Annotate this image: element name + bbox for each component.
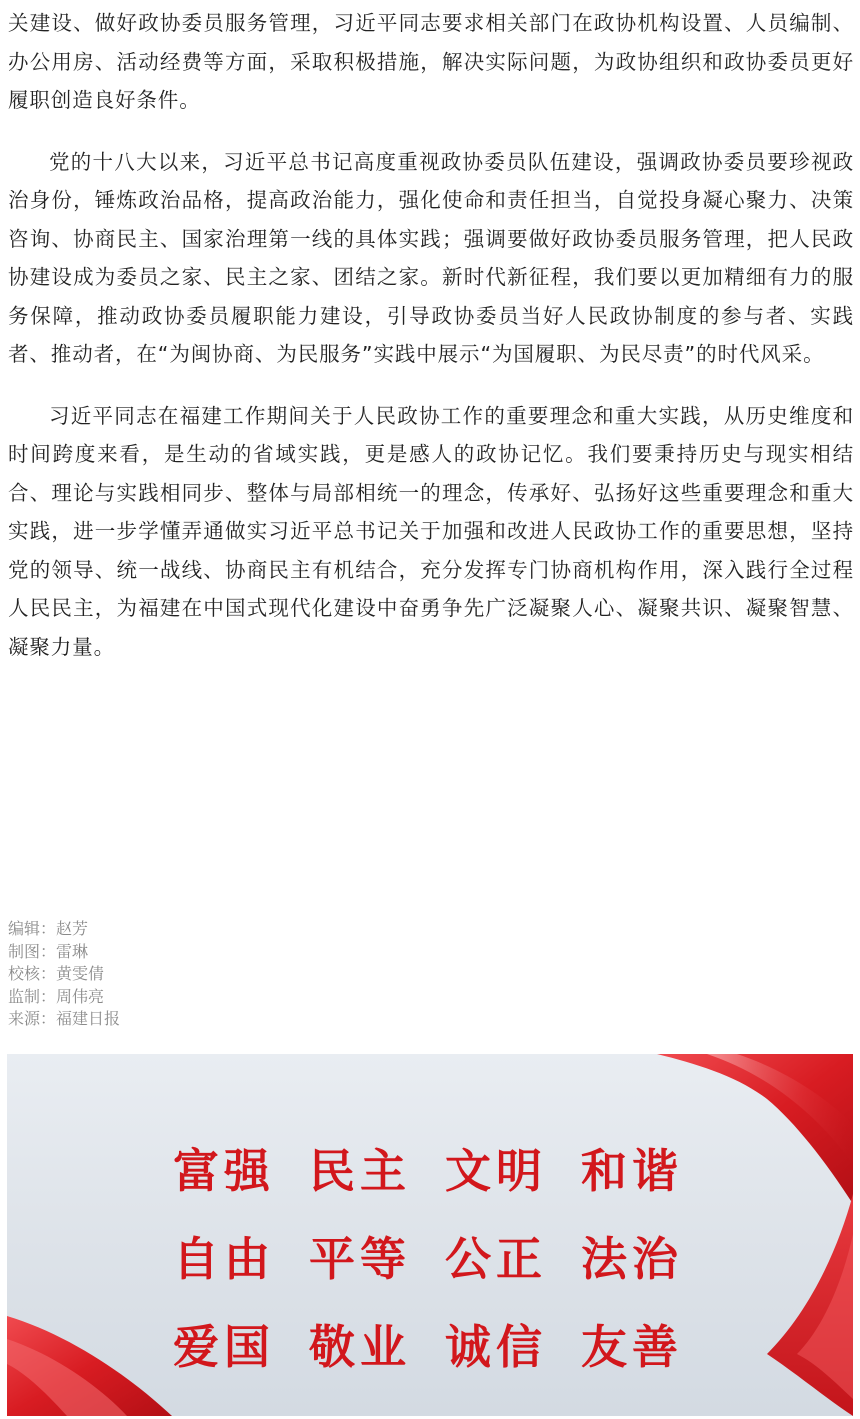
value-word: 诚信 (445, 1320, 547, 1374)
article-paragraph: 习近平同志在福建工作期间关于人民政协工作的重要理念和重大实践，从历史维度和时间跨度来看，是生动的省域实践，更是感人的政协记忆。我们要秉持历史与现实相结合、理论与实践相同步、整体与局部相统一的理念，传承好、弘扬好这些重要理念和重大实践，进一步学懂弄通做实习近平总书记关于加强和改进人民政协工作的重要思想，坚持党的领导、统一战线、协商民主有机结合，充分发挥专门协商机构作用，深入践行全过程人民民主，为福建在中国式现代化建设中奋勇争先广泛凝聚人心、凝聚共识、凝聚智慧、凝聚力量。 (8, 403, 854, 659)
article-paragraph: 党的十八大以来，习近平总书记高度重视政协委员队伍建设，强调政协委员要珍视政治身份，锤炼政治品格，提高政治能力，强化使命和责任担当，自觉投身凝心聚力、决策咨询、协商民主、国家治理第一线的具体实践；强调要做好政协委员服务管理，把人民政协建设成为委员之家、民主之家、团结之家。新时代新征程，我们要以更加精细有力的服务保障，推动政协委员履职能力建设，引导政协委员当好人民政协制度的参与者、实践者、推动者，在“为闽协商、为民服务”实践中展示“为国履职、为民尽责”的时代风采。 (8, 149, 854, 366)
credit-graphics: 制图：雷琳 (8, 941, 89, 961)
article-body (8, 0, 854, 666)
core-values-grid (173, 1124, 683, 1388)
article-paragraph: 关建设、做好政协委员服务管理，习近平同志要求相关部门在政协机构设置、人员编制、办公用房、活动经费等方面，采取积极措施，解决实际问题，为政协组织和政协委员更好履职创造良好条件。 (8, 11, 854, 112)
credit-editor: 编辑：赵芳 (8, 919, 89, 938)
value-word: 法治 (581, 1232, 683, 1286)
values-row (173, 1212, 683, 1300)
value-word: 富强 (173, 1144, 275, 1198)
value-word: 友善 (581, 1320, 683, 1374)
values-row (173, 1124, 683, 1212)
credits-block (8, 918, 120, 1031)
values-row (173, 1300, 683, 1388)
value-word: 和谐 (581, 1144, 683, 1198)
value-word: 文明 (445, 1144, 547, 1198)
credit-supervisor: 监制：周伟亮 (8, 986, 105, 1006)
value-word: 平等 (309, 1232, 411, 1286)
credit-proofreader: 校核：黄雯倩 (8, 964, 105, 984)
value-word: 公正 (445, 1232, 547, 1286)
value-word: 自由 (173, 1232, 275, 1286)
value-word: 爱国 (173, 1320, 275, 1374)
core-values-banner (7, 1054, 853, 1416)
value-word: 敬业 (309, 1320, 411, 1374)
credit-source: 来源：福建日报 (8, 1009, 121, 1029)
value-word: 民主 (309, 1144, 411, 1198)
